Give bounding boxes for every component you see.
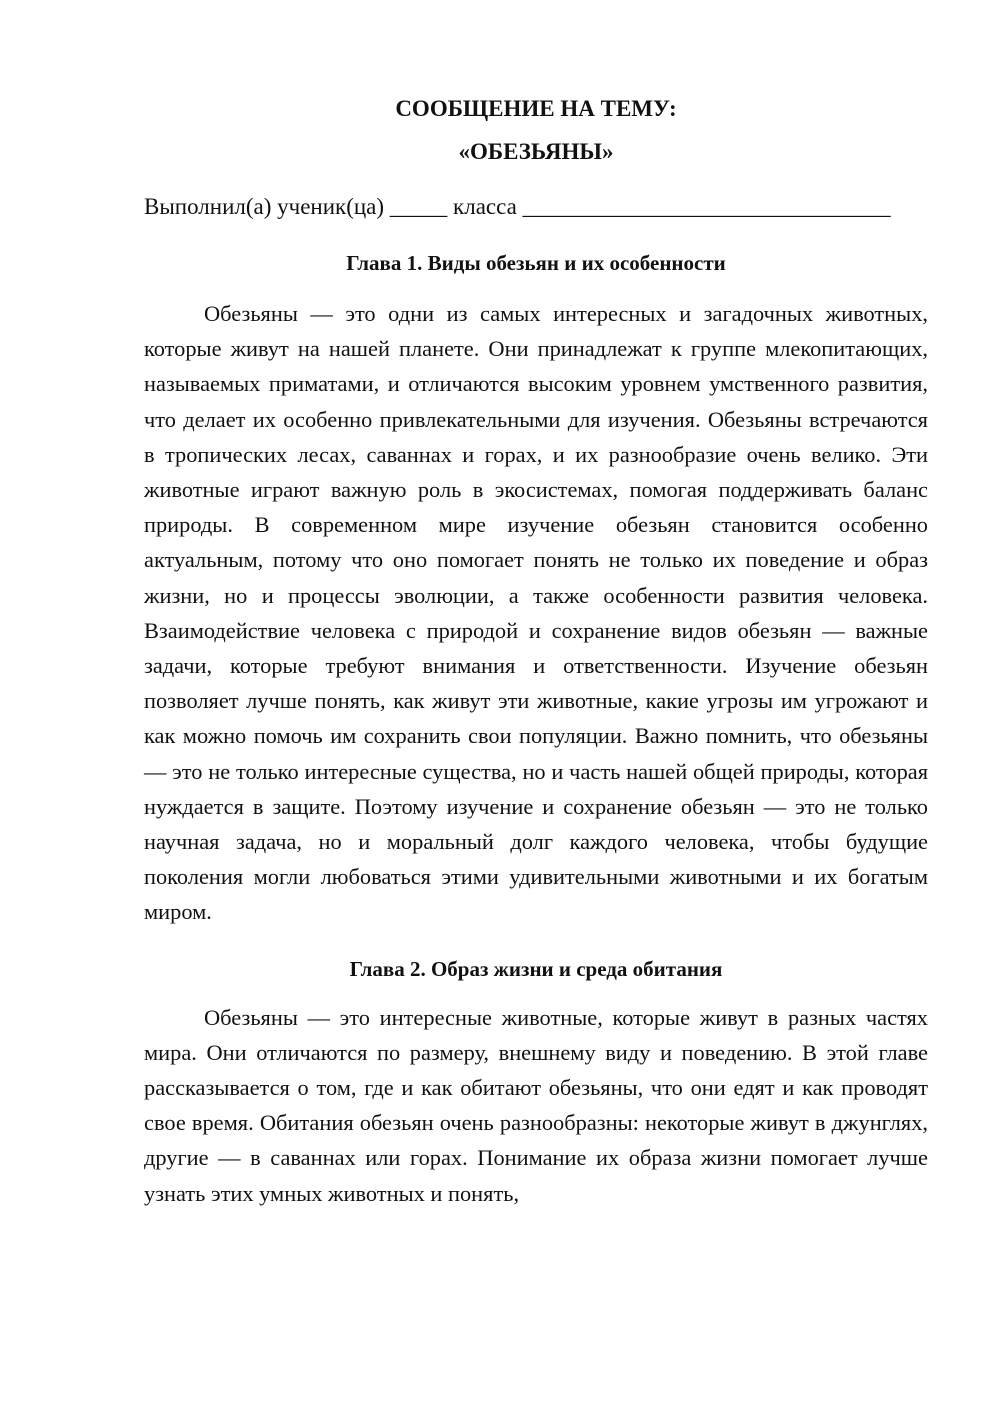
chapter-2-paragraph: Обезьяны — это интересные животные, которые живут в разных частях мира. Они отличаются по размеру, внешнему виду и поведению. В этой главе рассказывается о том, где и как обитают обезьяны, что они едят и как проводят свое время. Обитания обезьян очень разнообразны: некоторые живут в джунглях, другие — в саваннах или горах. Понимание их образа жизни помогает лучше узнать этих умных животных и понять, [144,1004,928,1206]
author-line: Выполнил(а) ученик(ца) _____ класса ________________________________ [144,194,891,219]
chapter-1-paragraph: Обезьяны — это одни из самых интересных и загадочных животных, которые живут на нашей планете. Они принадлежат к группе млекопитающих, называемых приматами, и отличаются высоким уровнем умственного развития, что делает их особенно привлекательными для изучения. Обезьяны встречаются в тропических лесах, саваннах и горах, и их разнообразие очень велико. Эти животные играют важную роль в экосистемах, помогая поддерживать баланс природы. В современном мире изучение обезьян становится особенно актуальным, потому что оно помогает понять не только их поведение и образ жизни, но и процессы эволюции, а также особенности развития человека. Взаимодействие человека с природой и сохранение видов обезьян — важные задачи, которые требуют внимания и ответственности. Изучение обезьян позволяет лучше понять, как живут эти животные, какие угрозы им угрожают и как можно помочь им сохранить свои популяции. Важно помнить, что обезьяны — это не только интересные существа, но и часть нашей общей природы, которая нуждается в защите. Поэтому изучение и сохранение обезьян — это не только научная задача, но и моральный долг каждого человека, чтобы будущие поколения могли любоваться этими удивительными животными и их богатым миром. [144,301,928,925]
chapter-2-heading: Глава 2. Образ жизни и среда обитания [349,956,723,981]
document-subtitle: «ОБЕЗЬЯНЫ» [458,139,614,164]
chapter-1-heading: Глава 1. Виды обезьян и их особенности [346,251,726,275]
document-title: СООБЩЕНИЕ НА ТЕМУ: [395,96,677,121]
